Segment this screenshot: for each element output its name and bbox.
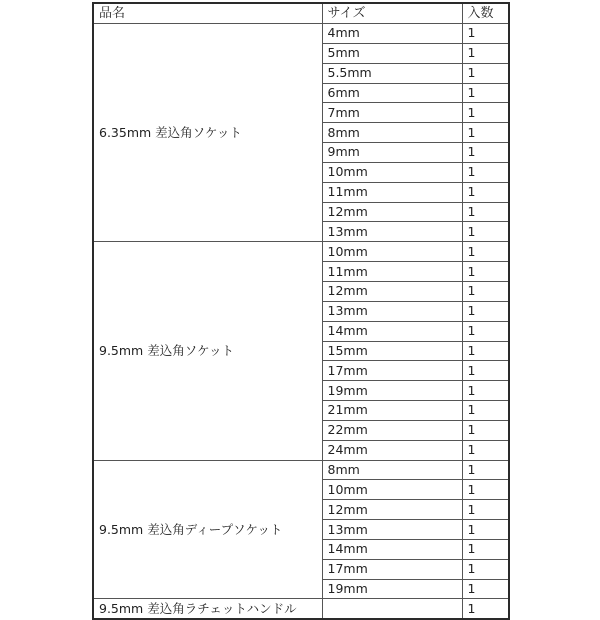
size-cell: 5.5mm <box>322 63 462 83</box>
qty-cell: 1 <box>462 281 509 301</box>
size-cell <box>322 599 462 619</box>
size-cell: 22mm <box>322 420 462 440</box>
product-name-cell: 9.5mm 差込角ディープソケット <box>93 460 322 599</box>
qty-cell: 1 <box>462 401 509 421</box>
qty-cell: 1 <box>462 301 509 321</box>
size-cell: 7mm <box>322 103 462 123</box>
qty-cell: 1 <box>462 539 509 559</box>
size-cell: 14mm <box>322 321 462 341</box>
qty-cell: 1 <box>462 222 509 242</box>
size-cell: 21mm <box>322 401 462 421</box>
size-cell: 10mm <box>322 242 462 262</box>
qty-cell: 1 <box>462 381 509 401</box>
qty-cell: 1 <box>462 341 509 361</box>
qty-cell: 1 <box>462 182 509 202</box>
qty-cell: 1 <box>462 321 509 341</box>
qty-cell: 1 <box>462 202 509 222</box>
qty-cell: 1 <box>462 599 509 619</box>
size-cell: 11mm <box>322 262 462 282</box>
qty-cell: 1 <box>462 242 509 262</box>
table-row <box>93 460 509 480</box>
size-cell: 19mm <box>322 579 462 599</box>
size-cell: 12mm <box>322 281 462 301</box>
qty-cell: 1 <box>462 162 509 182</box>
size-cell: 13mm <box>322 520 462 540</box>
qty-cell: 1 <box>462 460 509 480</box>
product-name-cell: 9.5mm 差込角ラチェットハンドル <box>93 599 322 619</box>
size-cell: 11mm <box>322 182 462 202</box>
size-cell: 13mm <box>322 301 462 321</box>
size-cell: 10mm <box>322 162 462 182</box>
qty-cell: 1 <box>462 579 509 599</box>
table-row <box>93 599 509 619</box>
qty-cell: 1 <box>462 420 509 440</box>
header-size: サイズ <box>322 3 462 24</box>
product-name-cell: 6.35mm 差込角ソケット <box>93 24 322 242</box>
parts-list-table <box>92 2 510 620</box>
qty-cell: 1 <box>462 24 509 44</box>
qty-cell: 1 <box>462 361 509 381</box>
size-cell: 17mm <box>322 559 462 579</box>
size-cell: 8mm <box>322 123 462 143</box>
qty-cell: 1 <box>462 262 509 282</box>
size-cell: 4mm <box>322 24 462 44</box>
qty-cell: 1 <box>462 123 509 143</box>
product-name-cell: 9.5mm 差込角ソケット <box>93 242 322 460</box>
table-row <box>93 242 509 262</box>
qty-cell: 1 <box>462 520 509 540</box>
size-cell: 8mm <box>322 460 462 480</box>
size-cell: 10mm <box>322 480 462 500</box>
size-cell: 15mm <box>322 341 462 361</box>
qty-cell: 1 <box>462 143 509 163</box>
size-cell: 13mm <box>322 222 462 242</box>
qty-cell: 1 <box>462 103 509 123</box>
size-cell: 5mm <box>322 43 462 63</box>
size-cell: 9mm <box>322 143 462 163</box>
size-cell: 6mm <box>322 83 462 103</box>
size-cell: 19mm <box>322 381 462 401</box>
qty-cell: 1 <box>462 480 509 500</box>
header-qty: 入数 <box>462 3 509 24</box>
size-cell: 12mm <box>322 202 462 222</box>
qty-cell: 1 <box>462 63 509 83</box>
qty-cell: 1 <box>462 500 509 520</box>
size-cell: 17mm <box>322 361 462 381</box>
header-name: 品名 <box>93 3 322 24</box>
size-cell: 14mm <box>322 539 462 559</box>
qty-cell: 1 <box>462 83 509 103</box>
header-row <box>93 3 509 24</box>
qty-cell: 1 <box>462 559 509 579</box>
table-row <box>93 24 509 44</box>
size-cell: 12mm <box>322 500 462 520</box>
qty-cell: 1 <box>462 43 509 63</box>
qty-cell: 1 <box>462 440 509 460</box>
size-cell: 24mm <box>322 440 462 460</box>
